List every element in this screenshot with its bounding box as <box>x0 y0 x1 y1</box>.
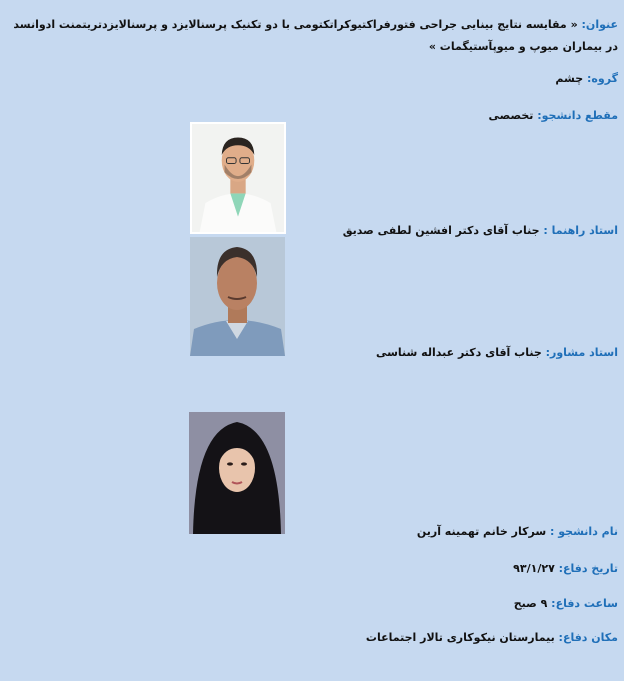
defense-time-label: ساعت دفاع: <box>551 597 618 610</box>
student-value: سرکار خانم تهمینه آرین <box>416 525 547 538</box>
defense-place-row <box>366 631 618 644</box>
student-level-value: تخصصی <box>488 109 534 122</box>
title-text: « مقایسه نتایج بینایی جراحی فتورفراکتیوکراتکتومی با دو تکنیک پرسنالایزد و پرسنالایزدتریتمنت ادوانسد در بیماران میوپ و میوپآستیگمات » <box>13 18 618 53</box>
consultant-row <box>376 346 618 359</box>
consultant-value: جناب آقای دکتر عبداله شناسی <box>375 346 542 359</box>
student-row <box>417 525 618 538</box>
advisor-row <box>343 224 618 237</box>
title-label: عنوان: <box>581 18 618 31</box>
defense-date-value: ۹۳/۱/۲۷ <box>513 562 555 575</box>
defense-date-label: تاریخ دفاع: <box>558 562 618 575</box>
consultant-photo <box>190 237 285 356</box>
defense-time-row <box>514 597 618 610</box>
defense-place-label: مکان دفاع: <box>558 631 618 644</box>
advisor-photo <box>190 122 286 234</box>
thesis-title <box>6 14 618 58</box>
student-level-label: مقطع دانشجو: <box>537 109 618 122</box>
student-label: نام دانشجو : <box>550 525 618 538</box>
defense-date-row <box>513 562 618 575</box>
advisor-value: جناب آقای دکتر افشین لطفی صدیق <box>342 224 540 237</box>
defense-time-value: ۹ صبح <box>513 597 548 610</box>
group-label: گروه: <box>587 72 618 85</box>
group-row <box>555 72 618 85</box>
student-photo <box>189 412 285 534</box>
advisor-label: استاد راهنما : <box>543 224 618 237</box>
defense-place-value: بیمارستان نیکوکاری تالار اجتماعات <box>365 631 555 644</box>
group-value: چشم <box>555 72 584 85</box>
student-level-row <box>489 109 618 122</box>
consultant-label: استاد مشاور: <box>545 346 618 359</box>
